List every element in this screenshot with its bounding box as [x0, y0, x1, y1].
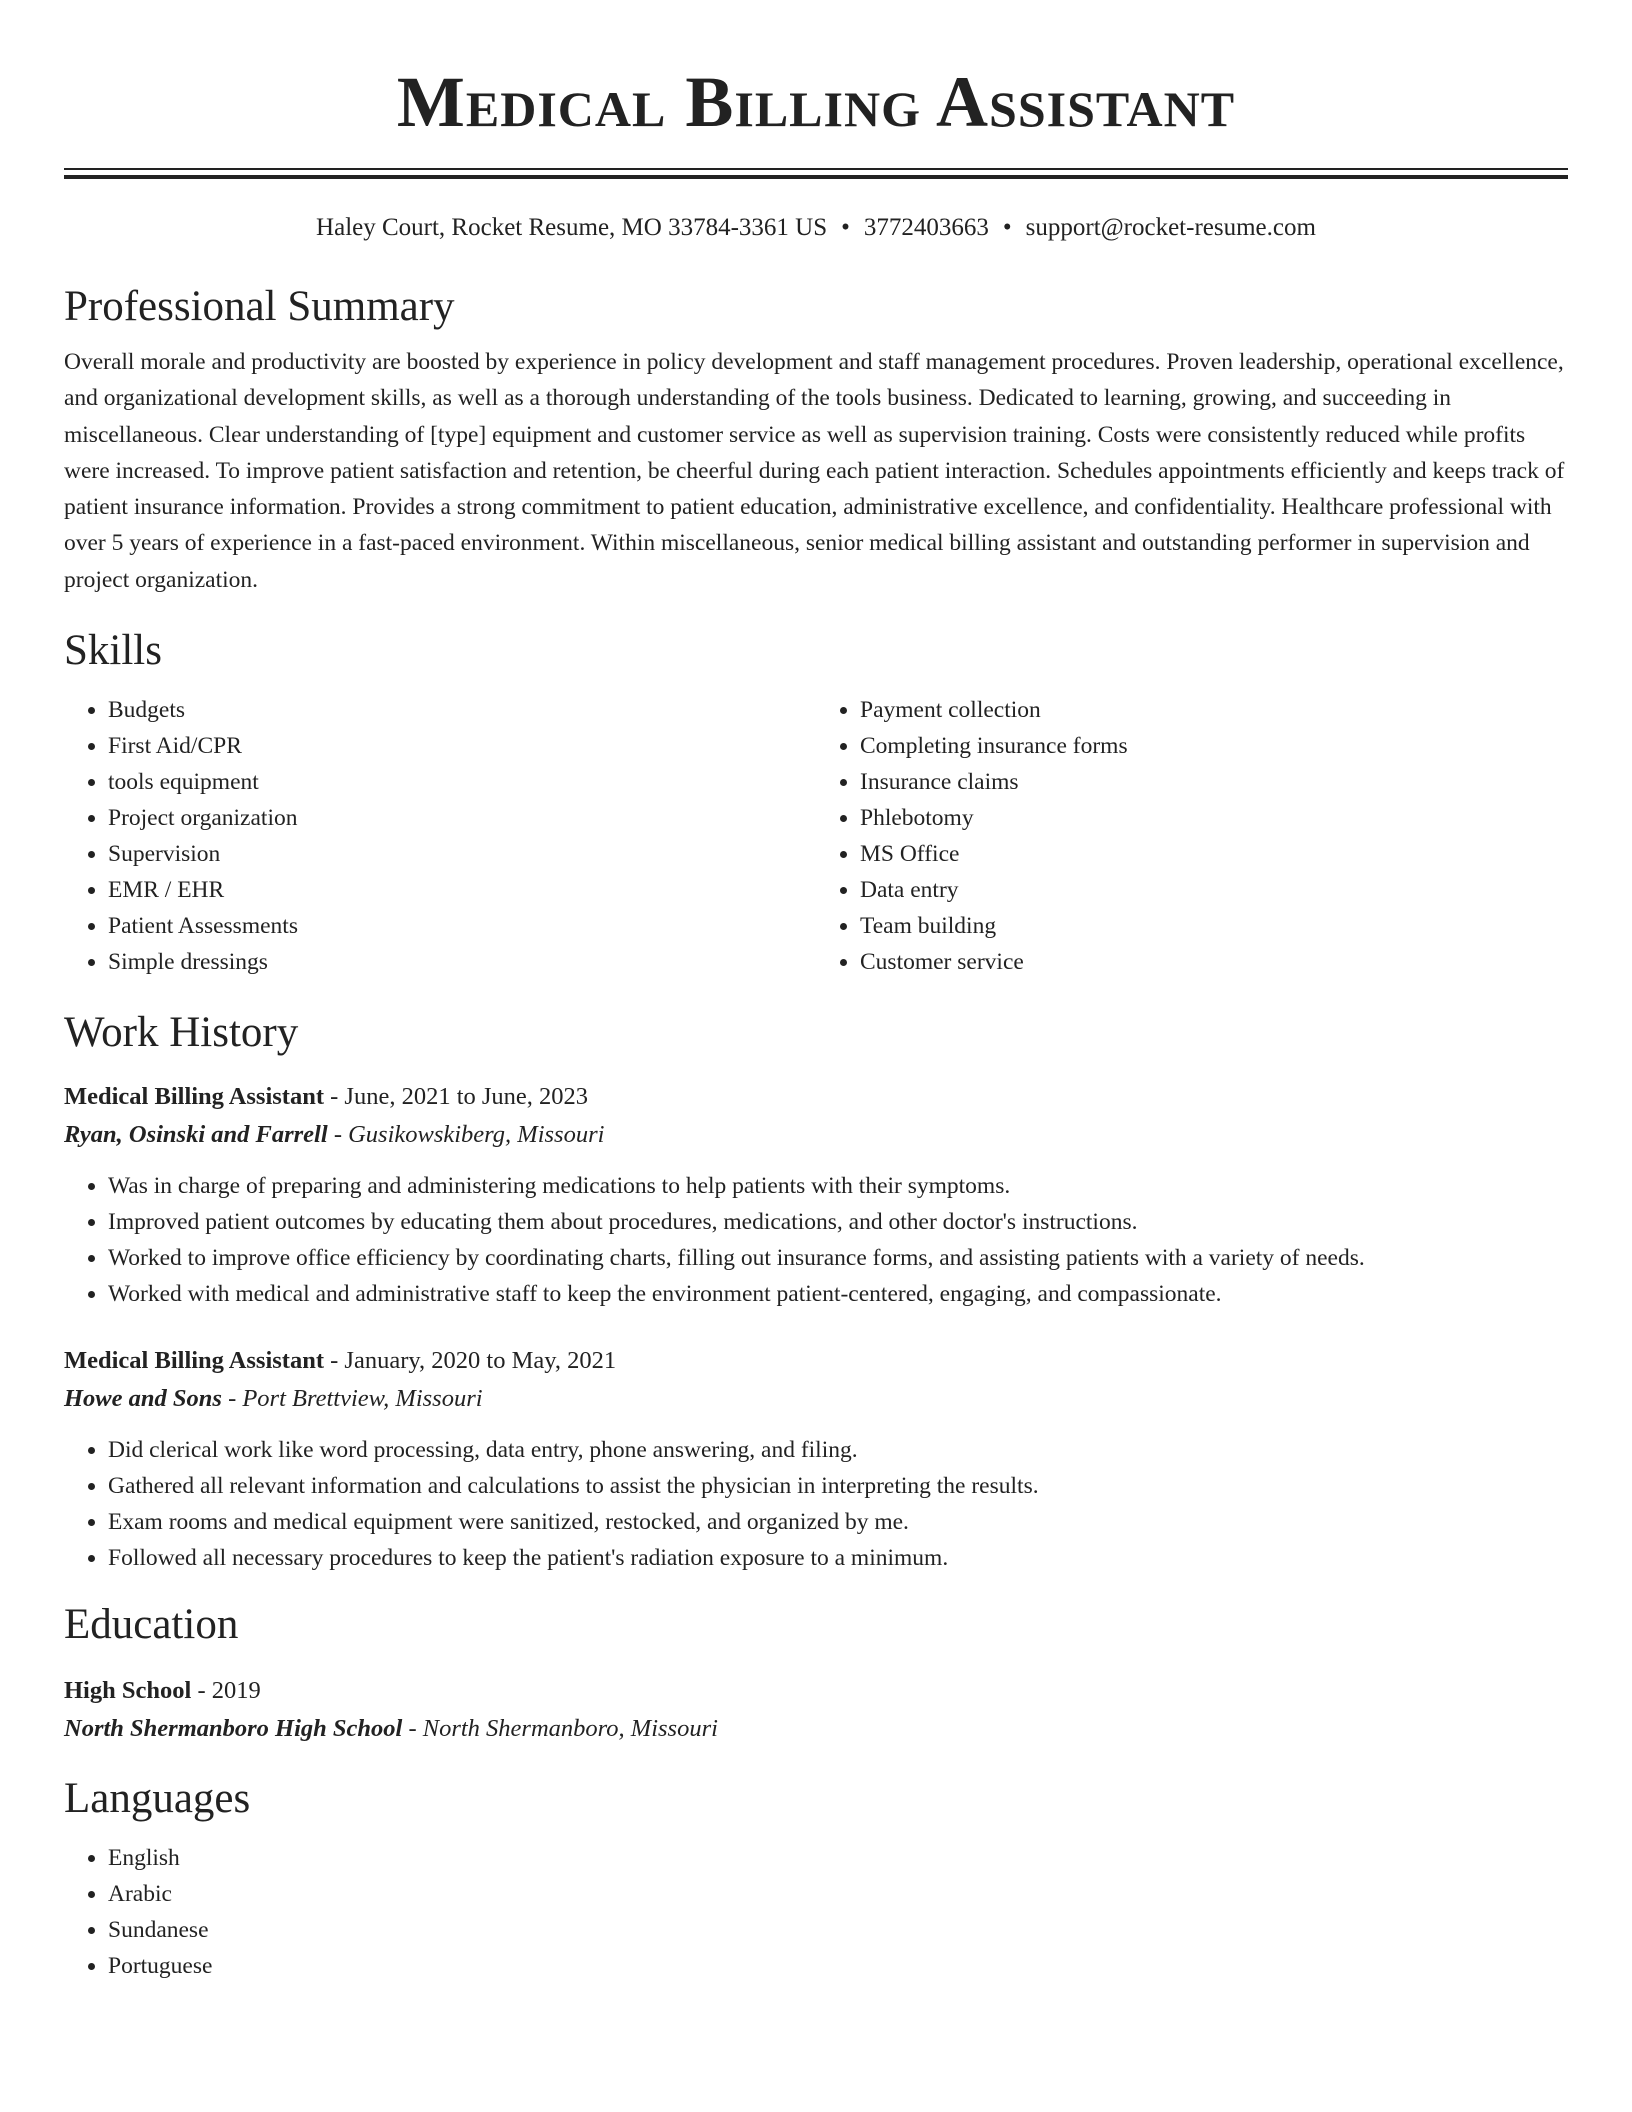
contact-address: Haley Court, Rocket Resume, MO 33784-3361 US [316, 214, 828, 241]
language-item: • Sundanese [108, 1912, 1568, 1948]
education-degree: High School [64, 1677, 192, 1705]
contact-email: support@rocket-resume.com [1025, 214, 1316, 241]
job-header [64, 1078, 1568, 1116]
job-role: Medical Billing Assistant [64, 1347, 325, 1375]
skill-item: • Patient Assessments [108, 908, 816, 944]
contact-separator: • [841, 214, 850, 241]
languages-list [64, 1840, 1568, 1984]
job-company-line [64, 1116, 1568, 1154]
contact-separator: • [1002, 214, 1012, 241]
education-header [64, 1672, 1568, 1710]
summary-heading: Professional Summary [64, 283, 455, 330]
job-location: - Gusikowskiberg, Missouri [327, 1121, 605, 1149]
language-item: • English [108, 1840, 1568, 1876]
skill-item: • Project organization [108, 800, 816, 836]
job-bullet: • Exam rooms and medical equipment were sanitized, restocked, and organized by me. [108, 1504, 1568, 1540]
job-role: Medical Billing Assistant [64, 1083, 325, 1111]
job-dates: - June, 2021 to June, 2023 [324, 1083, 589, 1111]
job-bullet: • Worked to improve office efficiency by coordinating charts, filling out insurance forms, and assisting patients with a variety of needs. [108, 1240, 1568, 1276]
skills-columns [64, 692, 1568, 980]
skills-heading: Skills [64, 627, 162, 675]
job-company: Howe and Sons [64, 1385, 222, 1413]
language-item: • Arabic [108, 1876, 1568, 1912]
job-company-line [64, 1380, 1568, 1418]
header-double-rule [64, 168, 1568, 178]
skill-item: • Data entry [860, 872, 1568, 908]
skills-list-right [816, 692, 1568, 980]
skills-list-left [64, 692, 816, 980]
rule-thin-line [64, 168, 1568, 170]
job-bullet: • Did clerical work like word processing, data entry, phone answering, and filing. [108, 1432, 1568, 1468]
skill-item: • Insurance claims [860, 764, 1568, 800]
job-bullet: • Gathered all relevant information and calculations to assist the physician in interpreting the results. [108, 1468, 1568, 1504]
job-location: - Port Brettview, Missouri [221, 1385, 483, 1413]
work-history-heading: Work History [64, 1009, 299, 1057]
rule-thick-line [64, 175, 1568, 179]
language-item: • Portuguese [108, 1948, 1568, 1984]
languages-heading: Languages [64, 1775, 251, 1823]
job-bullets [64, 1168, 1568, 1312]
skill-item: • Team building [860, 908, 1568, 944]
summary-text: Overall morale and productivity are boosted by experience in policy development and staff management procedures. Proven leadership, operational excellence, and organizational development skills, as well as a thorough understanding of the tools business. Dedicated to learning, growing, and succeeding in miscellaneous. Clear understanding of [type] equipment and customer service as well as supervision training. Costs were consistently reduced while profits were increased. To improve patient satisfaction and retention, be cheerful during each patient interaction. Schedules appointments efficiently and keeps track of patient insurance information. Provides a strong commitment to patient education, administrative excellence, and confidentiality. Healthcare professional with over 5 years of experience in a fast-paced environment. Within miscellaneous, senior medical billing assistant and outstanding performer in supervision and project organization. [64, 349, 1565, 593]
skill-item: • Budgets [108, 692, 816, 728]
skill-item: • EMR / EHR [108, 872, 816, 908]
job-bullet: • Improved patient outcomes by educating them about procedures, medications, and other doctor's instructions. [108, 1204, 1568, 1240]
job-bullet: • Was in charge of preparing and administering medications to help patients with their symptoms. [108, 1168, 1568, 1204]
job-dates: - January, 2020 to May, 2021 [324, 1347, 617, 1375]
job-company: Ryan, Osinski and Farrell [64, 1121, 328, 1149]
job-header [64, 1342, 1568, 1380]
job-bullet: • Followed all necessary procedures to keep the patient's radiation exposure to a minimum. [108, 1540, 1568, 1576]
skill-item: • Supervision [108, 836, 816, 872]
skill-item: • Phlebotomy [860, 800, 1568, 836]
skill-item: • Payment collection [860, 692, 1568, 728]
skill-item: • tools equipment [108, 764, 816, 800]
resume-page [64, 0, 1568, 1984]
contact-line [64, 212, 1568, 244]
education-location: - North Shermanboro, Missouri [402, 1715, 718, 1743]
skill-item: • First Aid/CPR [108, 728, 816, 764]
education-school-line [64, 1710, 1568, 1748]
contact-phone: 3772403663 [863, 214, 989, 241]
resume-name: Medical Billing Assistant [396, 62, 1236, 142]
education-year: - 2019 [191, 1677, 261, 1705]
skill-item: • Simple dressings [108, 944, 816, 980]
skill-item: • Completing insurance forms [860, 728, 1568, 764]
job-bullets [64, 1432, 1568, 1576]
job-bullet: • Worked with medical and administrative staff to keep the environment patient-centered, engaging, and compassionate. [108, 1276, 1568, 1312]
skill-item: • MS Office [860, 836, 1568, 872]
education-heading: Education [64, 1601, 239, 1649]
skill-item: • Customer service [860, 944, 1568, 980]
education-school: North Shermanboro High School [64, 1715, 403, 1743]
